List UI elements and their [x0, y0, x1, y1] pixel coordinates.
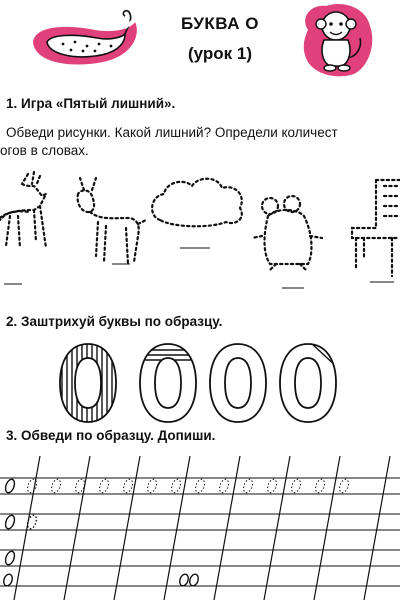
monkey-sticker-icon — [296, 0, 376, 80]
monkey-sticker — [296, 0, 376, 80]
task-1-instruction-line-2: огов в словах. — [0, 143, 89, 158]
donkey-icon[interactable] — [78, 178, 146, 264]
sample-letters-row-2[interactable] — [4, 514, 38, 530]
tracing-pictures-row — [0, 166, 400, 296]
letter-o-blank[interactable] — [210, 344, 266, 422]
task-3-heading: 3. Обведи по образцу. Допиши. — [6, 428, 216, 443]
hatching-letters-row — [58, 342, 338, 424]
task-1-instruction-line-1: Обведи рисунки. Какой лишний? Определи количест — [6, 125, 338, 140]
chair-icon[interactable] — [352, 180, 400, 276]
cucumber-sticker — [25, 4, 145, 74]
sample-letters-row-4[interactable] — [2, 573, 200, 587]
page-title: БУКВА О — [181, 14, 259, 33]
letter-o-sample[interactable] — [60, 342, 116, 424]
cloud-icon[interactable] — [152, 179, 242, 227]
sample-letters-row-3[interactable] — [4, 550, 16, 566]
task-1-heading: 1. Игра «Пятый лишний». — [6, 96, 176, 111]
ruled-lines — [0, 478, 400, 586]
mouse-icon[interactable] — [252, 196, 322, 270]
task-2-heading: 2. Заштрихуй буквы по образцу. — [6, 314, 223, 329]
handwriting-lines — [0, 456, 400, 600]
deer-icon[interactable] — [0, 172, 46, 248]
title-block — [140, 14, 300, 64]
letter-o-diagonal-hatch[interactable] — [280, 342, 338, 422]
sample-letters-row-1[interactable] — [4, 478, 16, 494]
trace-letters-row-1[interactable] — [26, 478, 350, 494]
page-subtitle: (урок 1) — [187, 44, 252, 63]
letter-o-partial-hatch[interactable] — [140, 344, 196, 422]
cucumber-sticker-icon — [25, 4, 145, 74]
